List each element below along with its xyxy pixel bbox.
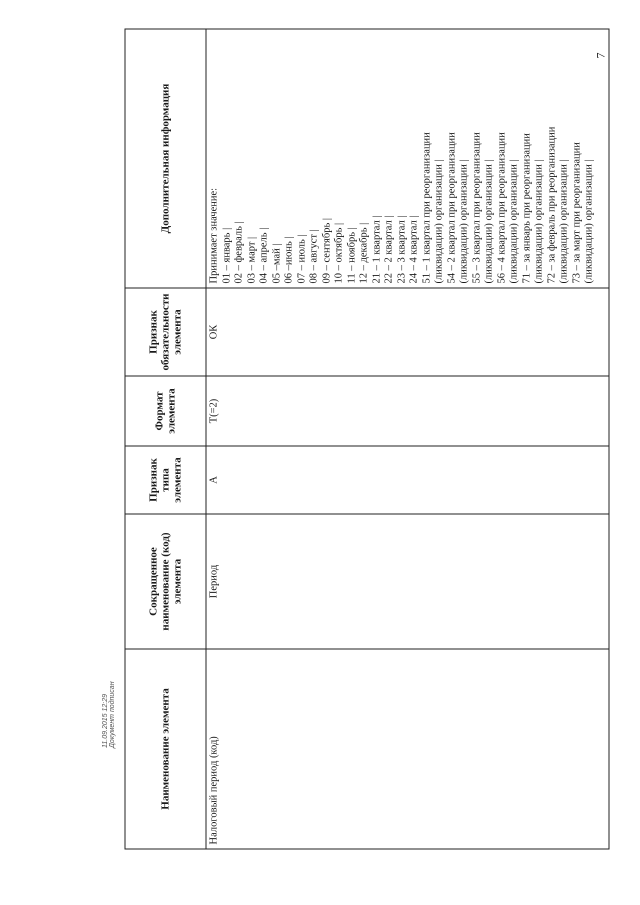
- cell-info: [206, 29, 609, 288]
- info-line: (ликвидации) организации |: [458, 159, 470, 284]
- info-line: 06 –июнь |: [283, 236, 295, 284]
- info-line: 71 – за январь при реорганизации: [521, 133, 532, 284]
- header-info: Дополнительная информация: [125, 29, 206, 288]
- info-line: 02 – февраль |: [233, 221, 245, 284]
- info-line: 73 – за март при реорганизации: [571, 142, 582, 284]
- header-name: Наименование элемента: [125, 649, 206, 849]
- header-short-name: Сокращенное наименование (код) элемента: [125, 514, 206, 649]
- info-line: 21 – 1 квартал |: [371, 215, 382, 284]
- info-line: 54 – 2 квартал при реорганизации: [446, 132, 457, 284]
- table-row: [206, 29, 609, 849]
- element-table: [125, 29, 610, 850]
- signature-stamp: [102, 588, 116, 748]
- info-line: 05 –май |: [271, 243, 282, 284]
- info-line: (ликвидации) организации |: [483, 159, 495, 284]
- info-line: 24 – 4 квартал |: [408, 215, 420, 284]
- header-required: Признак обязательности элемента: [125, 288, 206, 376]
- info-line: 04 – апрель |: [258, 227, 270, 284]
- cell-name: Налоговый период (код): [206, 649, 609, 849]
- info-line: (ликвидации) организации |: [433, 159, 445, 284]
- info-line: 23 – 3 квартал |: [396, 215, 407, 284]
- info-line: (ликвидации) организации |: [533, 159, 545, 284]
- info-line: 03 – март |: [246, 236, 257, 284]
- header-row: [125, 29, 206, 849]
- cell-type: А: [206, 446, 609, 514]
- header-type: Признак типа элемента: [125, 446, 206, 514]
- info-line: 12 – декабрь |: [358, 222, 370, 284]
- info-line: 09 – сентябрь |: [321, 218, 332, 284]
- info-line: 07 – июль |: [296, 234, 307, 284]
- info-line: (ликвидации) организации |: [558, 159, 570, 284]
- info-line: Принимает значение:: [208, 187, 220, 284]
- info-line: 72 – за февраль при реорганизации: [546, 126, 557, 284]
- info-line: 55 – 3 квартал при реорганизации: [471, 132, 482, 284]
- stamp-date: 11.09.2015 12:29: [102, 694, 109, 748]
- cell-required: ОК: [206, 288, 609, 376]
- info-line: 11 – ноябрь |: [346, 227, 357, 284]
- info-line: 01 – январь |: [221, 227, 232, 284]
- info-line: 56 – 4 квартал при реорганизации: [496, 132, 507, 284]
- info-line: 51 – 1 квартал при реорганизации: [421, 132, 432, 284]
- info-line: 22 – 2 квартал |: [383, 215, 395, 284]
- cell-short-name: Период: [206, 514, 609, 649]
- info-line: (ликвидации) организации |: [583, 159, 595, 284]
- cell-format: T(=2): [206, 376, 609, 446]
- info-line: 10 – октябрь |: [333, 222, 345, 284]
- stamp-text: Документ подписан: [109, 681, 116, 748]
- page-number: 7: [593, 52, 608, 59]
- rotated-table-container: [125, 30, 610, 850]
- info-line: (ликвидации) организации |: [508, 159, 520, 284]
- info-line: 08 – август |: [308, 229, 320, 284]
- header-format: Формат элемента: [125, 376, 206, 446]
